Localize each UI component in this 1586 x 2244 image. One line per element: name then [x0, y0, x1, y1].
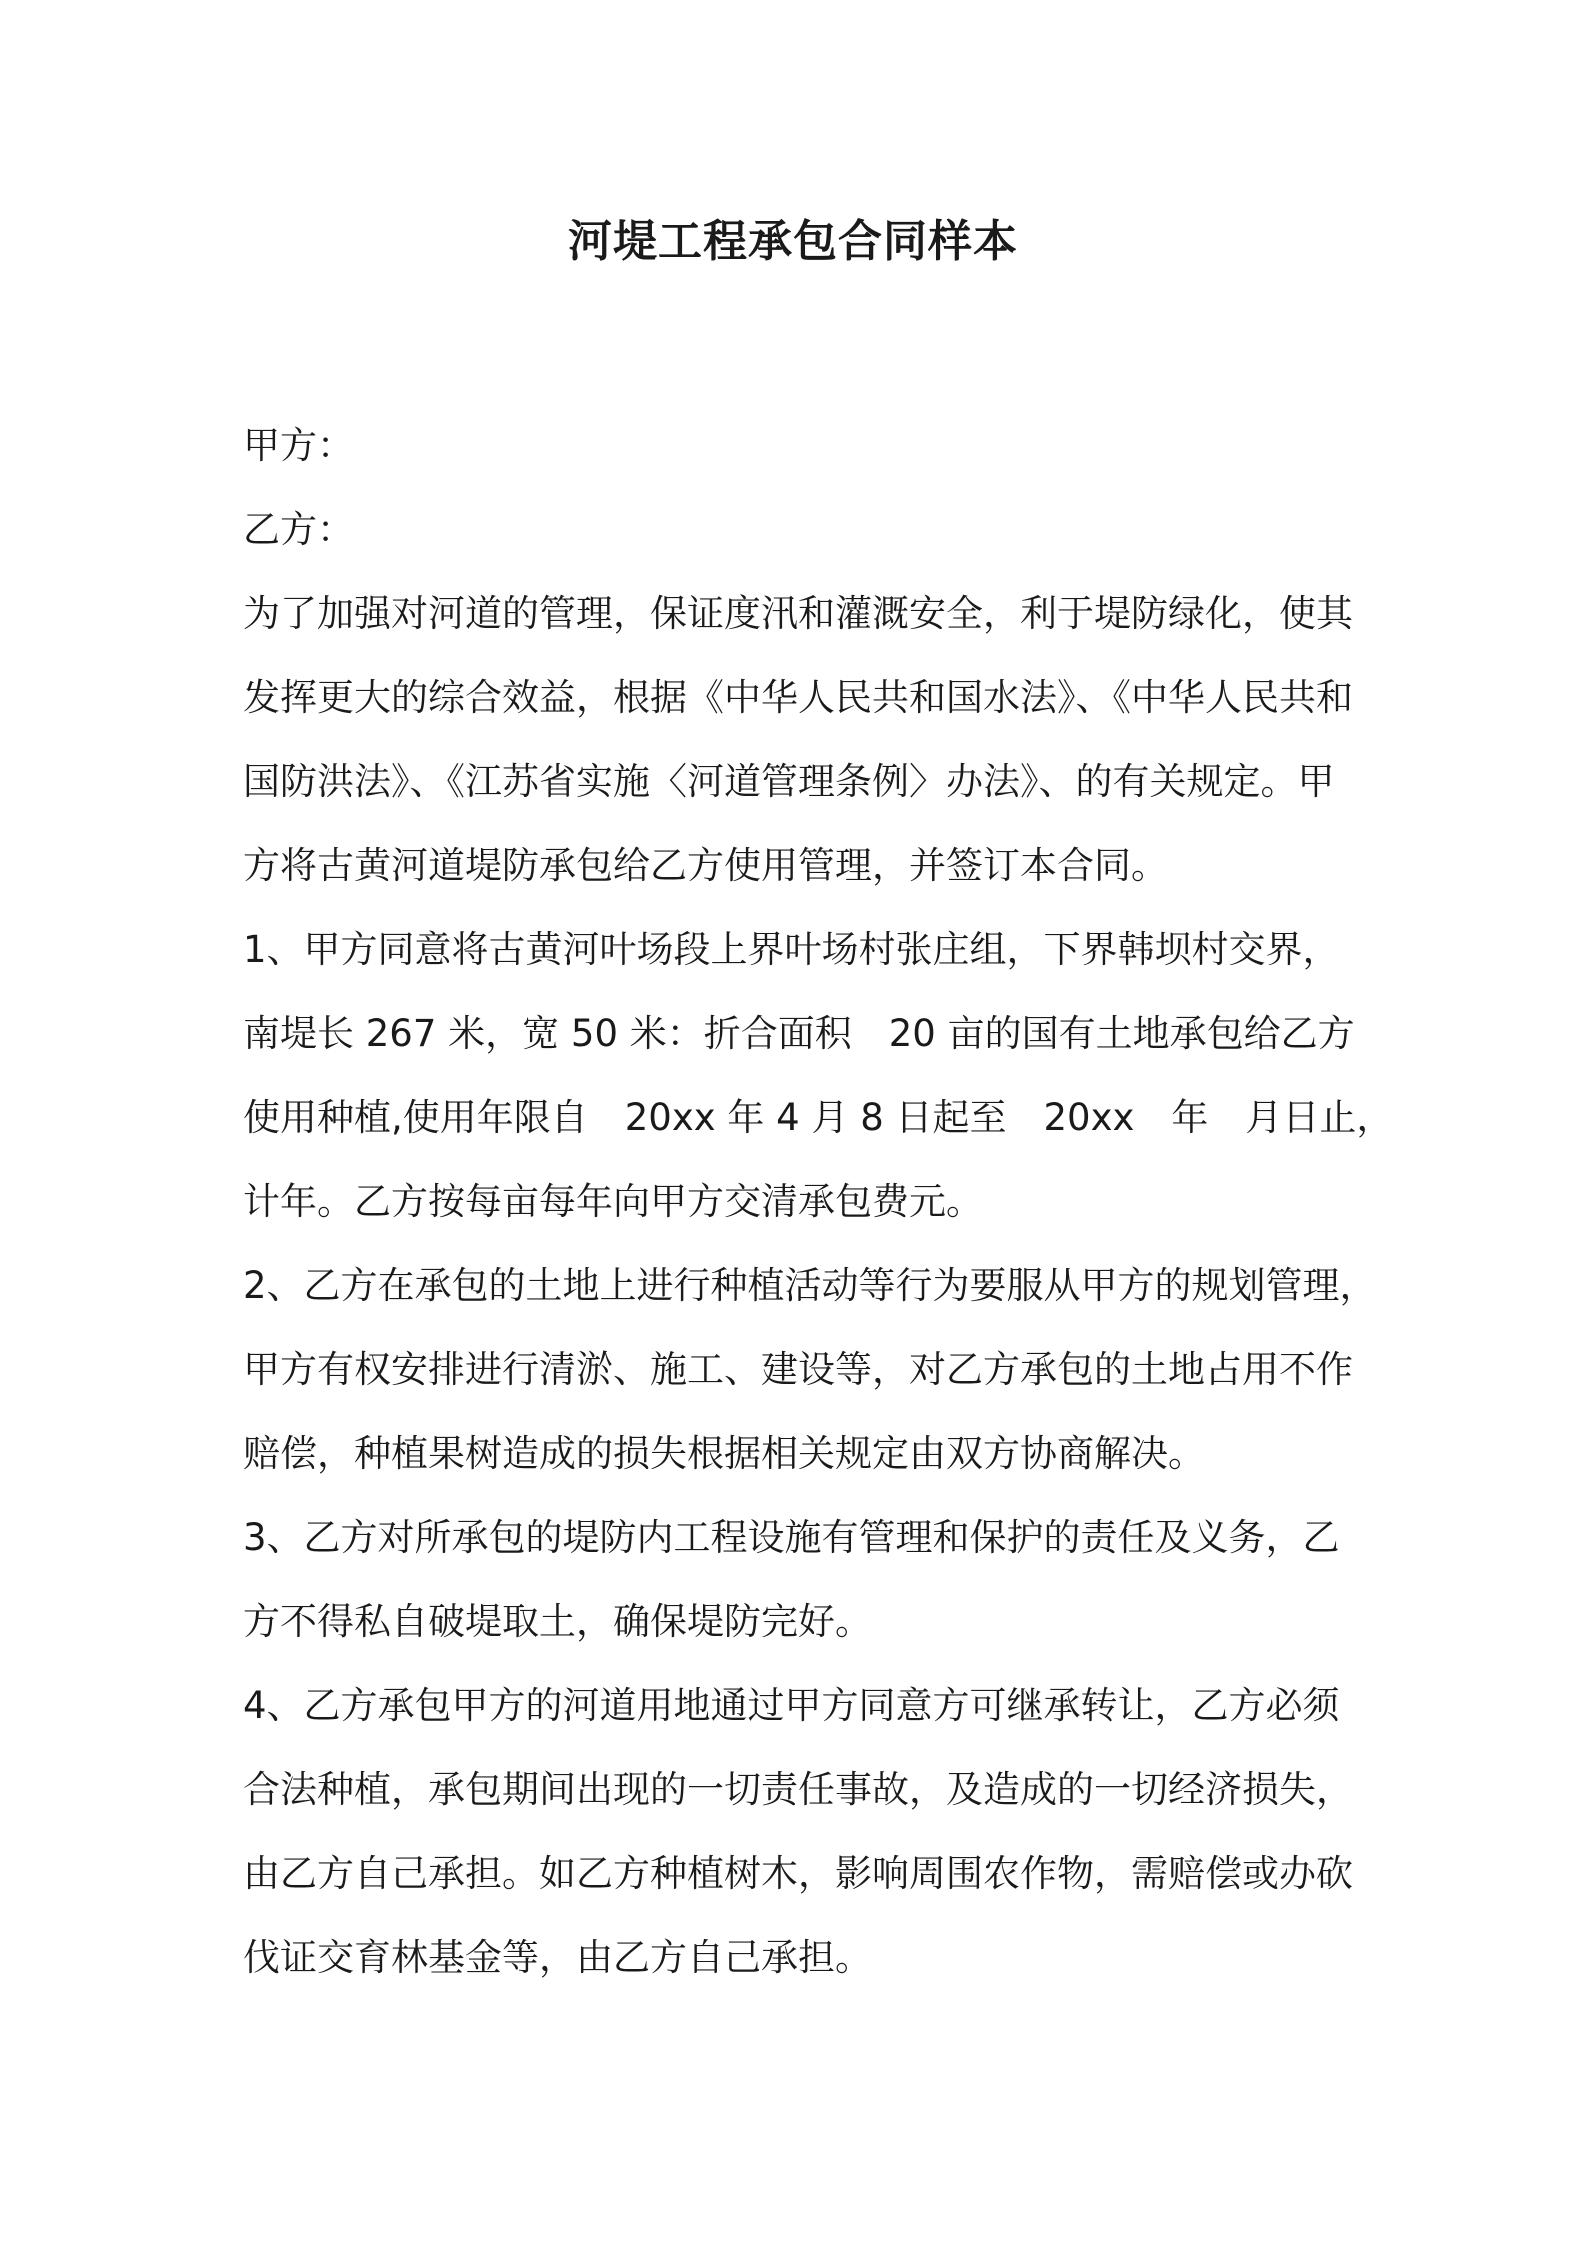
- clause-3-line: 3、乙方对所承包的堤防内工程设施有管理和保护的责任及义务，乙: [243, 1516, 1340, 1559]
- document-title: 河堤工程承包合同样本: [568, 216, 1018, 267]
- clause-4-line: 由乙方自己承担。如乙方种植树木，影响周围农作物，需赔偿或办砍: [243, 1852, 1353, 1895]
- clause-1-line: 1、甲方同意将古黄河叶场段上界叶场村张庄组，下界韩坝村交界，: [243, 928, 1340, 971]
- clause-3-line: 方不得私自破堤取土，确保堤防完好。: [243, 1600, 872, 1643]
- preamble-line: 方将古黄河道堤防承包给乙方使用管理，并签订本合同。: [243, 844, 1168, 887]
- clause-4-line: 伐证交育林基金等，由乙方自己承担。: [243, 1936, 872, 1979]
- preamble-line: 为了加强对河道的管理，保证度汛和灌溉安全，利于堤防绿化，使其: [243, 592, 1353, 635]
- document-body: [243, 404, 1394, 2000]
- preamble-line: 发挥更大的综合效益，根据《中华人民共和国水法》、《中华人民共和: [243, 676, 1353, 719]
- party-b-line: 乙方：: [243, 508, 354, 551]
- clause-2-line: 赔偿，种植果树造成的损失根据相关规定由双方协商解决。: [243, 1432, 1205, 1475]
- clause-2-line: 甲方有权安排进行清淤、施工、建设等，对乙方承包的土地占用不作: [243, 1348, 1353, 1391]
- clause-1-line: 使用种植,使用年限自 20xx 年 4 月 8 日起至 20xx 年 月日止，: [243, 1096, 1394, 1139]
- clause-1-line: 南堤长 267 米，宽 50 米：折合面积 20 亩的国有土地承包给乙方: [243, 1012, 1355, 1055]
- clause-4-line: 合法种植，承包期间出现的一切责任事故，及造成的一切经济损失，: [243, 1768, 1353, 1811]
- preamble-line: 国防洪法》、《江苏省实施〈河道管理条例〉办法》、的有关规定。甲: [243, 760, 1335, 803]
- clause-2-line: 2、乙方在承包的土地上进行种植活动等行为要服从甲方的规划管理，: [243, 1264, 1377, 1307]
- party-a-line: 甲方：: [243, 424, 354, 467]
- clause-1-line: 计年。乙方按每亩每年向甲方交清承包费元。: [243, 1180, 983, 1223]
- clause-4-line: 4、乙方承包甲方的河道用地通过甲方同意方可继承转让，乙方必须: [243, 1684, 1340, 1727]
